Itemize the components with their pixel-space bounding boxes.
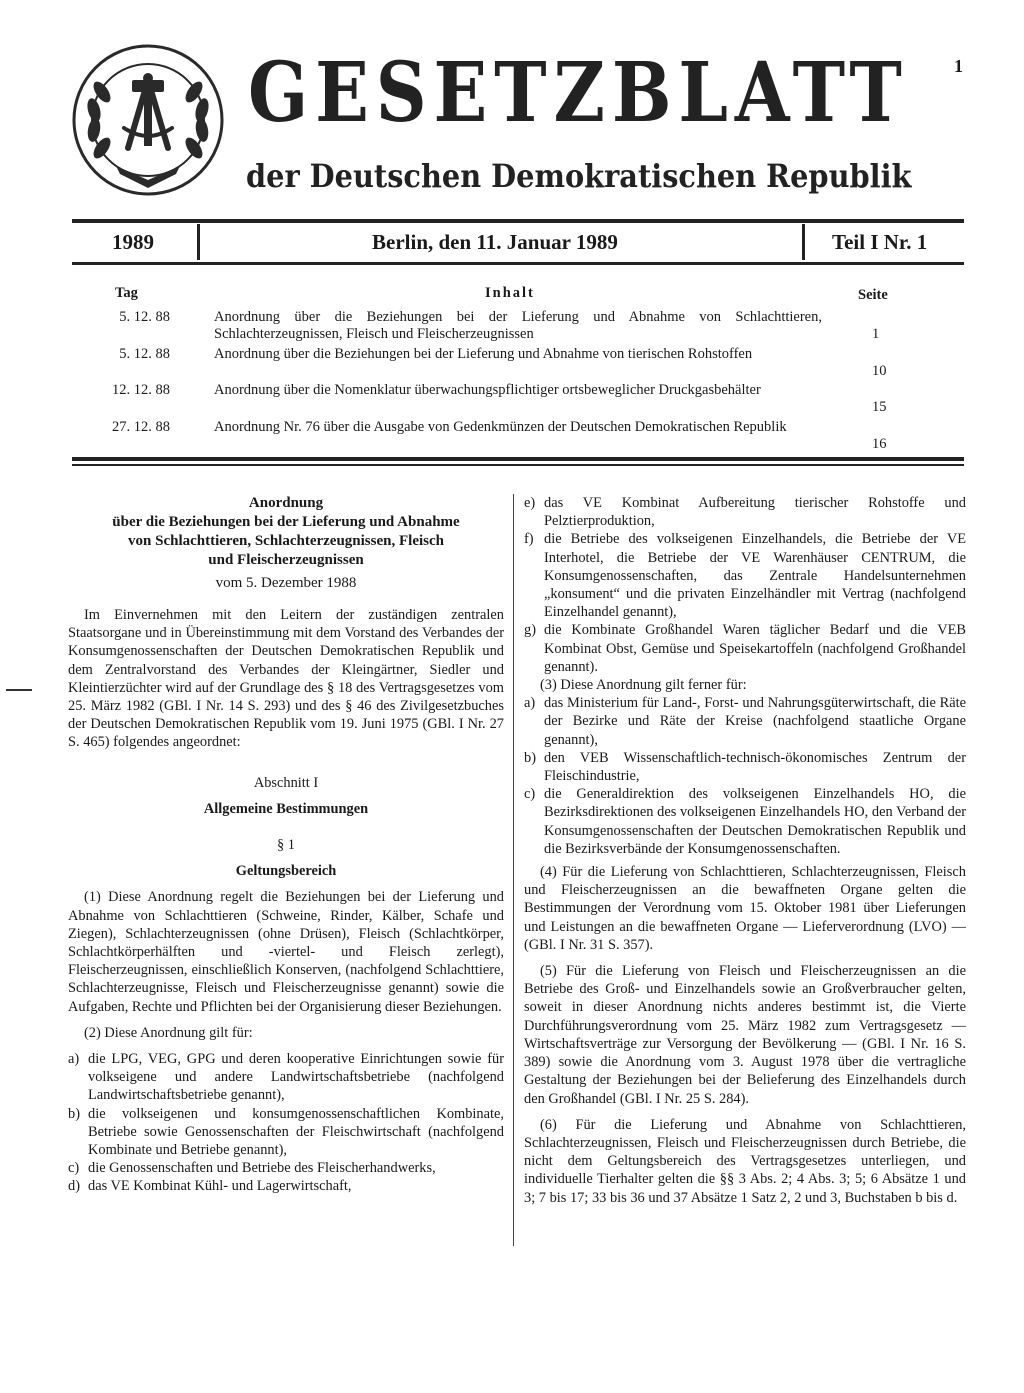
list-item — [68, 1105, 504, 1160]
column-divider — [513, 494, 514, 1246]
article-column-left — [68, 494, 504, 1196]
article-heading-line: Anordnung — [248, 495, 324, 511]
list-item-label: b) — [524, 749, 536, 766]
issue-part: Teil I Nr. 1 — [832, 230, 928, 254]
issue-separator — [802, 224, 805, 260]
list-item-text: die LPG, VEG, GPG und deren kooperative Einrichtungen sowie für volkseigene und andere Landwirtschaftsbetriebe (nachfolgend Landwirtschaftsbetriebe genannt), — [88, 1051, 504, 1104]
list-item-label: a) — [68, 1051, 80, 1068]
toc-entry-page: 10 — [872, 362, 887, 379]
toc-entry — [100, 342, 900, 379]
paragraph-label: § 1 — [277, 837, 295, 854]
toc-entry-page: 16 — [872, 435, 887, 452]
toc-header-title: Inhalt — [485, 285, 535, 301]
article-column-right — [524, 494, 966, 1207]
list-item-text: die volkseigenen und konsumgenossenschaftlichen Kombinate, Betriebe sowie Genossenschaften der Fleischwirtschaft (nachfolgend Kombinate und Betriebe genannt), — [88, 1105, 504, 1159]
article-heading — [68, 494, 504, 593]
paragraph-text: (2) Diese Anordnung gilt für: — [84, 1024, 253, 1041]
list-item — [524, 694, 966, 749]
list-item — [524, 749, 966, 785]
toc-entry — [100, 378, 900, 415]
margin-mark — [6, 689, 32, 691]
list-item-label: b) — [68, 1105, 80, 1122]
list-item-text: die Genossenschaften und Betriebe des Fleischerhandwerks, — [88, 1160, 436, 1177]
list-item-text: das VE Kombinat Aufbereitung tierischer Rohstoffe und Pelztierproduktion, — [544, 495, 966, 530]
paragraph-text: (6) Für die Lieferung und Abnahme von Schlachttieren, Schlachterzeugnissen, Fleisch und Fleischerzeugnissen durch Betriebe, die nicht dem Geltungsbereich des Vertragsgesetzes unterliegen, und individuelle Tierhalter gelten die §§ 3 Abs. 2; 4 Abs. 3; 5; 6 Absätze 1 und 3; 7 bis 17; 33 bis 36 und 37 Absätze 1 Satz 2, 2 und 3, Buchstaben b bis d. — [524, 1116, 966, 1206]
article-heading-line: und Fleischerzeugnissen — [208, 552, 364, 568]
toc-entry-title: Anordnung über die Nomenklatur überwachungspflichtiger ortsbeweglicher Druckgasbehälter — [214, 382, 761, 398]
table-of-contents — [100, 283, 900, 451]
issue-date: Berlin, den 11. Januar 1989 — [372, 230, 618, 254]
toc-entry-title: Anordnung über die Beziehungen bei der Lieferung und Abnahme von tierischen Rohstoffen — [214, 345, 753, 362]
list-item — [68, 1177, 504, 1195]
list-item-text: das VE Kombinat Kühl- und Lagerwirtschaft, — [88, 1178, 352, 1195]
list-item-label: g) — [524, 622, 536, 639]
list-item-label: d) — [68, 1178, 80, 1195]
paragraph-text: (1) Diese Anordnung regelt die Beziehungen bei der Lieferung und Abnahme von Schlachttieren (Schweine, Rinder, Kälber, Schafe und Ziegen), Schlachterzeugnissen (ohne Drüsen), Fleisch (Schlachtkörper, Schlachtkörperhälften und -viertel- und Fleisch zerlegt), Fleischerzeugnissen, einschließlich Konserven, (nachfolgend Schlachttiere, Schlachterzeugnisse, Fleisch und Fleischerzeugnisse genannt) sowie die Aufgaben, Rechte und Pflichten bei der Organisierung dieser Beziehungen. — [68, 889, 504, 1015]
paragraph-text: (3) Diese Anordnung gilt ferner für: — [540, 677, 747, 694]
list-item-text: die Kombinate Großhandel Waren täglicher Bedarf und die VEB Kombinat Obst, Gemüse und Speisekartoffeln (nachfolgend Großhandel genannt). — [544, 622, 966, 675]
list-item — [524, 621, 966, 676]
list-item-label: f) — [524, 531, 534, 548]
toc-entry-title: Anordnung über die Beziehungen bei der Lieferung und Abnahme von Schlachttieren, Schlachterzeugnissen, Fleisch und Fleischerzeugnissen — [214, 309, 822, 342]
list-item — [524, 494, 966, 530]
toc-entry — [100, 415, 900, 452]
paragraph-text: (5) Für die Lieferung von Fleisch und Fleischerzeugnissen an die Betriebe des Groß- und Einzelhandels sowie an Großverbraucher gelten, soweit in dieser Anordnung nichts anderes bestimmt ist, die Vierte Durchführungsverordnung vom 25. März 1982 zum Vertragsgesetz — Wirtschaftsverträge zur Versorgung der Bevölkerung — (GBl. I Nr. 16 S. 389) sowie die Anordnung vom 3. August 1978 über die vertragliche Gestaltung der Beziehungen bei der Belieferung des Einzelhandels durch den Großhandel (GBl. I Nr. 25 S. 284). — [524, 963, 966, 1107]
article-heading-line: über die Beziehungen bei der Lieferung und Abnahme — [112, 514, 460, 530]
toc-entry-date: 27. 12. 88 — [112, 418, 170, 435]
list-item-text: die Betriebe des volkseigenen Einzelhandels, die Betriebe der VE Interhotel, die Betriebe der VE Warenhäuser CENTRUM, die Konsumgenossenschaften, das Zentrale Handelsunternehmen „konsument“ und die privaten Einzelhändler mit Vertrag (nachfolgend Einzelhandel genannt), — [544, 531, 966, 621]
issue-separator — [197, 224, 200, 260]
page-number: 1 — [954, 56, 963, 76]
list-item — [524, 530, 966, 621]
toc-header-date: Tag — [115, 285, 138, 301]
list-item-label: a) — [524, 695, 536, 712]
issue-bar — [72, 222, 964, 260]
list-item — [68, 1159, 504, 1177]
section-title: Allgemeine Bestimmungen — [203, 800, 369, 817]
toc-entry — [100, 305, 900, 342]
state-emblem-icon — [68, 40, 228, 200]
list-item-text: den VEB Wissenschaftlich-technisch-ökonomisches Zentrum der Fleischindustrie, — [544, 749, 966, 785]
toc-entry-date: 12. 12. 88 — [112, 382, 170, 398]
article-date: vom 5. Dezember 1988 — [215, 575, 357, 591]
contents-rule-bottom — [72, 464, 964, 466]
list-item-label: c) — [68, 1160, 80, 1177]
paragraph-text: (4) Für die Lieferung von Schlachttieren, Schlachterzeugnissen, Fleisch und Fleischerzeugnissen an die bewaffneten Organe gelten die Bestimmungen der Verordnung vom 15. Oktober 1981 über Lieferungen und Leistungen an die bewaffneten Organe — Lieferverordnung (LVO) — (GBl. I Nr. 31 S. 357). — [524, 864, 966, 953]
list-item-label: e) — [524, 495, 536, 511]
toc-entry-date: 5. 12. 88 — [119, 309, 170, 325]
list-item-label: c) — [524, 786, 536, 803]
masthead-rule-bottom — [72, 262, 964, 265]
article-heading-line: von Schlachttieren, Schlachterzeugnissen, Fleisch — [128, 533, 444, 549]
gazette-title: GESETZBLATT — [248, 45, 909, 141]
list-item-text: die Generaldirektion des volkseigenen Einzelhandels HO, die Bezirksdirektionen des volkseigenen Einzelhandels HO, den Verband der Konsumgenossenschaften der Deutschen Demokratischen Republik und die Bezirksverbände der Konsumgenossenschaften. — [544, 786, 966, 857]
contents-rule-top — [72, 457, 964, 461]
gazette-subtitle: der Deutschen Demokratischen Republik — [246, 157, 912, 195]
toc-entry-page: 15 — [872, 399, 887, 415]
toc-entry-page: 1 — [872, 326, 880, 342]
list-item — [524, 785, 966, 858]
toc-header — [100, 283, 900, 305]
issue-year: 1989 — [112, 230, 154, 254]
toc-header-page: Seite — [858, 287, 888, 303]
list-item — [68, 1050, 504, 1105]
paragraph-title: Geltungsbereich — [235, 863, 337, 880]
preamble: Im Einvernehmen mit den Leitern der zuständigen zentralen Staatsorgane und in Übereinstimmung mit dem Vorstand des Verbandes der Konsumgenossenschaften der Deutschen Demokratischen Republik und dem Zentralvorstand des Verbandes der Kleingärtner, Siedler und Kleintierzüchter wird auf der Grundlage des § 18 des Vertragsgesetzes vom 25. März 1982 (GBl. I Nr. 14 S. 293) und des § 46 des Zivilgesetzbuches der Deutschen Demokratischen Republik vom 19. Juni 1975 (GBl. I Nr. 27 S. 465) folgendes angeordnet: — [68, 607, 504, 751]
toc-entry-date: 5. 12. 88 — [119, 345, 170, 362]
section-label: Abschnitt I — [253, 774, 319, 791]
list-item-text: das Ministerium für Land-, Forst- und Nahrungsgüterwirtschaft, die Räte der Bezirke und Räte der Kreise (nachfolgend staatliche Organe genannt), — [544, 695, 966, 748]
toc-entry-title: Anordnung Nr. 76 über die Ausgabe von Gedenkmünzen der Deutschen Demokratischen Republik — [214, 418, 787, 435]
